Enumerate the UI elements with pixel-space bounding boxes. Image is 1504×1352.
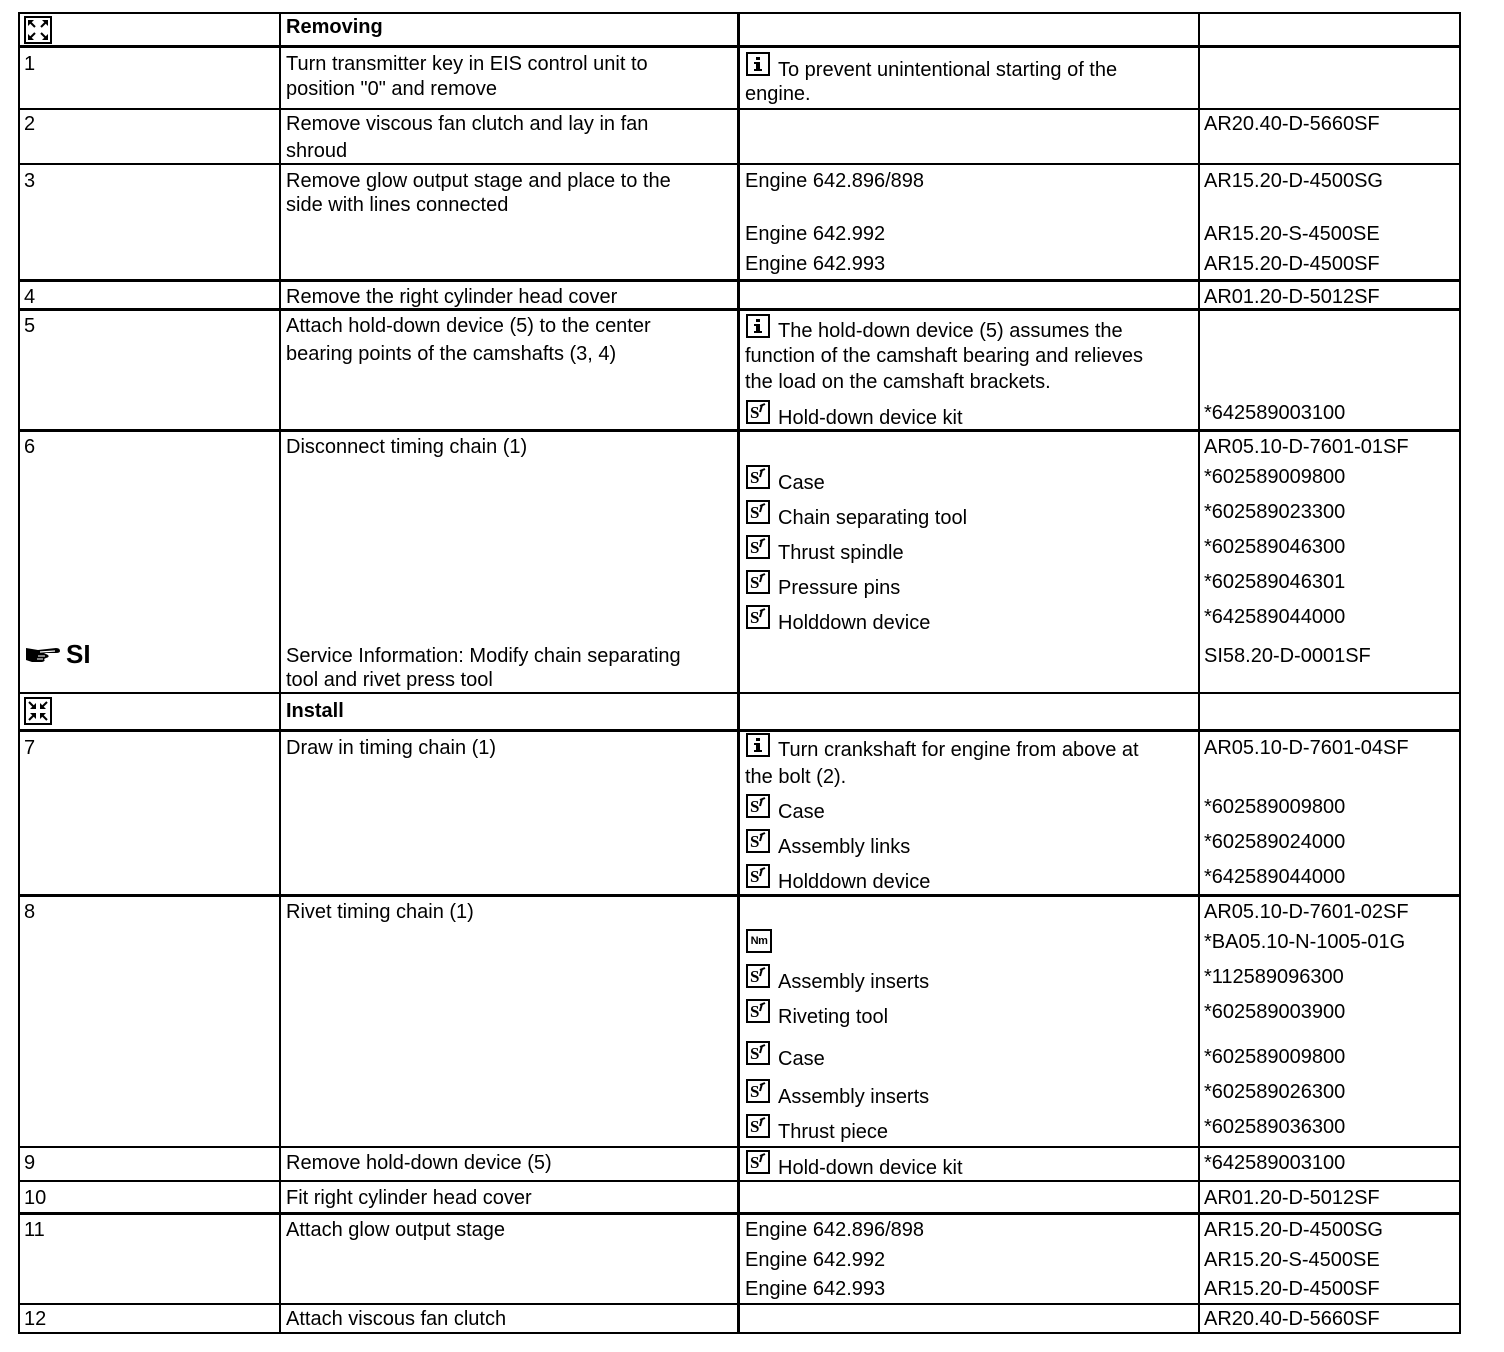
svg-text:S: S <box>750 573 760 592</box>
step-text: Disconnect timing chain (1) <box>286 436 528 458</box>
table-border-bottom <box>18 1332 1461 1334</box>
svg-text:S: S <box>750 1153 760 1172</box>
engine-variant: Engine 642.896/898 <box>745 1219 925 1241</box>
install-section-icon <box>24 697 52 725</box>
svg-text:S: S <box>750 967 760 986</box>
special-tool-icon <box>746 570 770 594</box>
tool-name: Holddown device <box>778 612 931 634</box>
step-number: 9 <box>24 1152 36 1174</box>
special-tool-icon <box>746 400 770 424</box>
note-text: the load on the camshaft brackets. <box>745 371 1051 393</box>
special-tool-icon <box>746 864 770 888</box>
step-number: 8 <box>24 901 36 923</box>
tool-number: *602589046300 <box>1204 536 1346 558</box>
tool-name: Hold-down device kit <box>778 407 963 429</box>
svg-text:S: S <box>750 867 760 886</box>
tool-name: Case <box>778 801 825 823</box>
special-tool-icon <box>746 500 770 524</box>
special-tool-icon <box>746 1150 770 1174</box>
row-divider <box>18 1146 1461 1148</box>
special-tool-icon <box>746 605 770 629</box>
column-divider <box>1198 12 1200 1334</box>
table-border-left <box>18 12 20 1334</box>
service-information-icon <box>24 640 106 670</box>
svg-text:S: S <box>750 503 760 522</box>
step-number: 7 <box>24 737 36 759</box>
row-divider <box>18 894 1461 897</box>
info-icon <box>746 314 770 338</box>
svg-text:S: S <box>750 832 760 851</box>
info-icon <box>746 733 770 757</box>
svg-text:S: S <box>750 538 760 557</box>
tool-name: Riveting tool <box>778 1006 889 1028</box>
tool-name: Case <box>778 472 825 494</box>
step-text: Remove glow output stage and place to the <box>286 170 671 192</box>
note-text: engine. <box>745 83 811 105</box>
tool-name: Case <box>778 1048 825 1070</box>
torque-icon: Nm <box>746 929 772 953</box>
step-text: Remove hold-down device (5) <box>286 1152 552 1174</box>
engine-variant: Engine 642.992 <box>745 1249 886 1271</box>
reference-code: AR05.10-D-7601-01SF <box>1204 436 1409 458</box>
tool-number: *112589096300 <box>1204 966 1344 988</box>
tool-number: *602589009800 <box>1204 466 1346 488</box>
column-divider <box>737 12 740 1334</box>
row-divider <box>18 429 1461 432</box>
tool-number: *642589044000 <box>1204 866 1346 888</box>
step-number: 3 <box>24 170 36 192</box>
remove-section-icon <box>24 16 52 44</box>
step-text: Remove the right cylinder head cover <box>286 286 618 308</box>
svg-text:S: S <box>750 468 760 487</box>
section-title-install: Install <box>286 700 344 722</box>
reference-code: AR20.40-D-5660SF <box>1204 113 1380 135</box>
step-text: Fit right cylinder head cover <box>286 1187 532 1209</box>
section-title-removing: Removing <box>286 16 383 38</box>
tool-number: *602589026300 <box>1204 1081 1346 1103</box>
row-divider <box>18 108 1461 110</box>
row-divider <box>18 692 1461 694</box>
step-number: 1 <box>24 53 36 75</box>
column-divider <box>279 12 281 1334</box>
svg-text:S: S <box>750 1117 760 1136</box>
tool-name: Assembly inserts <box>778 1086 930 1108</box>
service-information-text: Service Information: Modify chain separating <box>286 645 681 667</box>
row-divider <box>18 1212 1461 1215</box>
tool-name: Hold-down device kit <box>778 1157 963 1179</box>
reference-code: AR15.20-S-4500SE <box>1204 1249 1380 1271</box>
step-number: 5 <box>24 315 36 337</box>
engine-variant: Engine 642.993 <box>745 1278 886 1300</box>
engine-variant: Engine 642.992 <box>745 223 886 245</box>
tool-number: *602589036300 <box>1204 1116 1346 1138</box>
step-text: Draw in timing chain (1) <box>286 737 497 759</box>
svg-text:S: S <box>750 1002 760 1021</box>
special-tool-icon <box>746 535 770 559</box>
step-number: 12 <box>24 1308 47 1330</box>
tool-number: *602589023300 <box>1204 501 1346 523</box>
special-tool-icon <box>746 829 770 853</box>
service-information-badge: SI <box>66 639 91 669</box>
step-text: Rivet timing chain (1) <box>286 901 474 923</box>
svg-text:S: S <box>750 403 760 422</box>
tool-number: *642589003100 <box>1204 402 1346 424</box>
reference-code: AR15.20-D-4500SG <box>1204 170 1383 192</box>
step-text: side with lines connected <box>286 194 509 216</box>
step-text: Attach hold-down device (5) to the center <box>286 315 651 337</box>
special-tool-icon <box>746 964 770 988</box>
tool-number: *602589003900 <box>1204 1001 1346 1023</box>
reference-code: AR20.40-D-5660SF <box>1204 1308 1380 1330</box>
table-border-right <box>1459 12 1461 1334</box>
step-number: 10 <box>24 1187 47 1209</box>
row-divider <box>18 1303 1461 1305</box>
svg-text:S: S <box>750 1082 760 1101</box>
reference-code: AR05.10-D-7601-02SF <box>1204 901 1409 923</box>
tool-number: *642589003100 <box>1204 1152 1346 1174</box>
tool-number: *602589009800 <box>1204 796 1346 818</box>
special-tool-icon <box>746 1079 770 1103</box>
step-text: Turn transmitter key in EIS control unit to <box>286 53 648 75</box>
tool-number: *602589046301 <box>1204 571 1346 593</box>
step-text: Attach viscous fan clutch <box>286 1308 507 1330</box>
row-divider <box>18 279 1461 282</box>
svg-text:S: S <box>750 1044 760 1063</box>
step-text: bearing points of the camshafts (3, 4) <box>286 343 617 365</box>
step-text: position "0" and remove <box>286 78 497 100</box>
reference-code: AR05.10-D-7601-04SF <box>1204 737 1409 759</box>
step-text: shroud <box>286 140 348 162</box>
tool-name: Assembly inserts <box>778 971 930 993</box>
reference-code: AR15.20-S-4500SE <box>1204 223 1380 245</box>
engine-variant: Engine 642.896/898 <box>745 170 925 192</box>
service-information-link[interactable]: SI58.20-D-0001SF <box>1204 645 1371 667</box>
service-information-text: tool and rivet press tool <box>286 669 493 691</box>
special-tool-icon <box>746 999 770 1023</box>
step-number: 4 <box>24 286 36 308</box>
step-number: 2 <box>24 113 36 135</box>
note-text: Turn crankshaft for engine from above at <box>778 739 1139 761</box>
tool-number: *642589044000 <box>1204 606 1346 628</box>
tool-name: Holddown device <box>778 871 931 893</box>
step-number: 6 <box>24 436 36 458</box>
tool-name: Pressure pins <box>778 577 901 599</box>
info-icon <box>746 52 770 76</box>
note-text: function of the camshaft bearing and relieves <box>745 345 1144 367</box>
note-text: the bolt (2). <box>745 766 847 788</box>
tool-number: *602589009800 <box>1204 1046 1346 1068</box>
special-tool-icon <box>746 794 770 818</box>
step-number: 11 <box>24 1219 45 1241</box>
row-divider <box>18 729 1461 732</box>
tool-name: Chain separating tool <box>778 507 968 529</box>
note-text: To prevent unintentional starting of the <box>778 59 1118 81</box>
special-tool-icon <box>746 1041 770 1065</box>
row-divider <box>18 1180 1461 1182</box>
engine-variant: Engine 642.993 <box>745 253 886 275</box>
reference-code: AR15.20-D-4500SF <box>1204 253 1380 275</box>
svg-text:S: S <box>750 608 760 627</box>
special-tool-icon <box>746 1114 770 1138</box>
row-divider <box>18 163 1461 165</box>
special-tool-icon <box>746 465 770 489</box>
reference-code: AR15.20-D-4500SF <box>1204 1278 1380 1300</box>
step-text: Remove viscous fan clutch and lay in fan <box>286 113 649 135</box>
step-text: Attach glow output stage <box>286 1219 506 1241</box>
note-text: The hold-down device (5) assumes the <box>778 320 1123 342</box>
tool-name: Assembly links <box>778 836 911 858</box>
row-divider <box>18 45 1461 48</box>
reference-code: AR15.20-D-4500SG <box>1204 1219 1383 1241</box>
tool-number: *602589024000 <box>1204 831 1346 853</box>
tool-name: Thrust spindle <box>778 542 904 564</box>
reference-code: AR01.20-D-5012SF <box>1204 286 1380 308</box>
tool-name: Thrust piece <box>778 1121 889 1143</box>
reference-code: AR01.20-D-5012SF <box>1204 1187 1380 1209</box>
torque-reference: *BA05.10-N-1005-01G <box>1204 931 1406 953</box>
row-divider <box>18 12 1461 14</box>
svg-text:S: S <box>750 797 760 816</box>
